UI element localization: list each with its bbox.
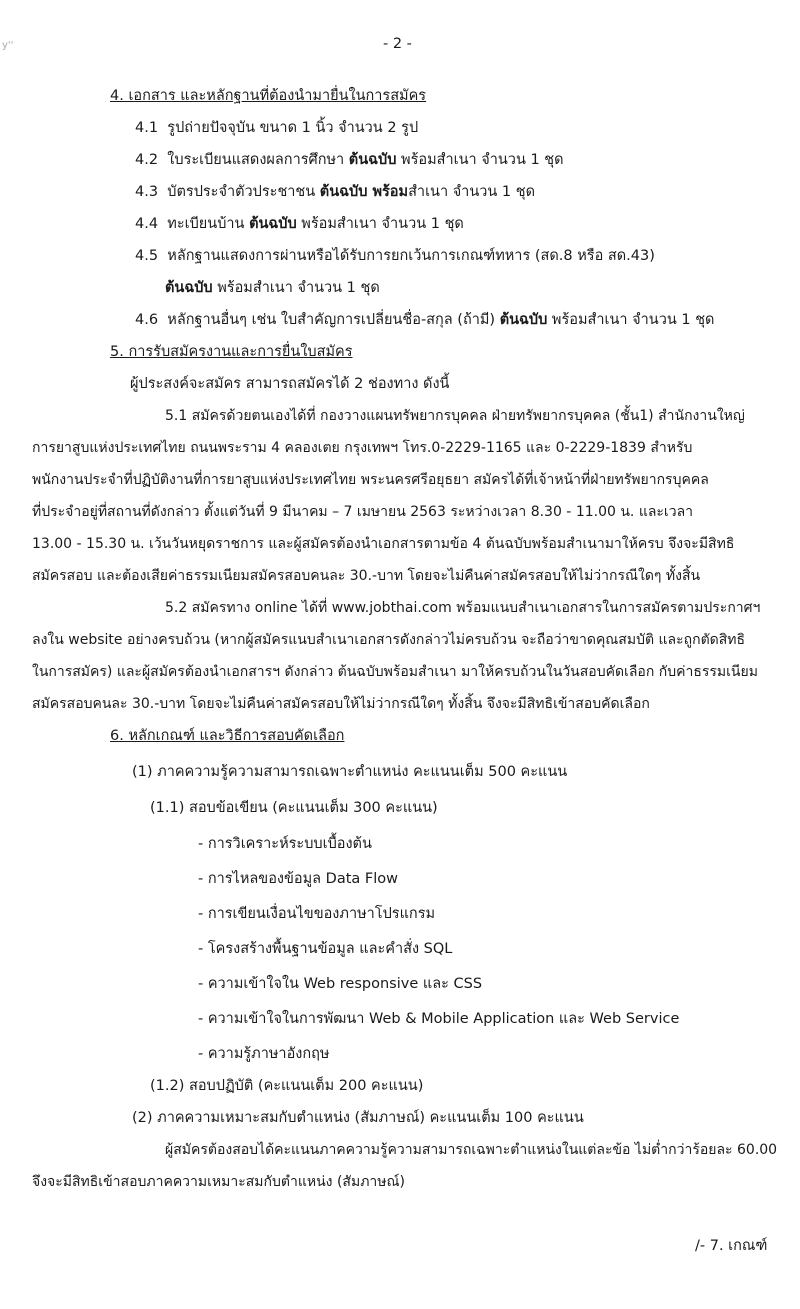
topic-7: - ความรู้ภาษาอังกฤษ — [198, 1046, 330, 1062]
item-number: 4.4 — [135, 216, 159, 232]
item-number: 4.5 — [135, 248, 159, 264]
doc-item-4-1 — [135, 118, 418, 138]
topic-6: - ความเข้าใจในการพัฒนา Web & Mobile Application และ Web Service — [198, 1011, 680, 1027]
p51-line-1: 5.1 สมัครด้วยตนเองได้ที่ กองวางแผนทรัพยากรบุคคล ฝ่ายทรัพยากรบุคคล (ชั้น1) สำนักงานใหญ่ — [165, 408, 745, 424]
item-text: ทะเบียนบ้าน — [167, 216, 250, 232]
p52-line-4: สมัครสอบคนละ 30.-บาท โดยจะไม่คืนค่าสมัครสอบให้ไม่ว่ากรณีใดๆ ทั้งสิ้น จึงจะมีสิทธิเข้าสอบคัดเลือก — [32, 696, 650, 712]
doc-item-4-6 — [135, 310, 714, 330]
section-5-heading: 5. การรับสมัครงานและการยื่นใบสมัคร — [110, 344, 353, 360]
item-number: 4.1 — [135, 120, 159, 136]
doc-item-4-2 — [135, 150, 564, 170]
item-text-post: พร้อมสำเนา จำนวน 1 ชุด — [396, 152, 564, 168]
section-6-heading: 6. หลักเกณฑ์ และวิธีการสอบคัดเลือก — [110, 728, 345, 744]
doc-item-4-5-continued — [165, 278, 380, 298]
item-text: ใบระเบียนแสดงผลการศึกษา — [167, 152, 349, 168]
p51-line-5: 13.00 - 15.30 น. เว้นวันหยุดราชการ และผู้สมัครต้องนำเอกสารตามข้อ 4 ต้นฉบับพร้อมสำเนามาให้ครบ จึงจะมีสิทธิ — [32, 536, 735, 552]
item-number: 4.6 — [135, 312, 159, 328]
item-text-post: พร้อมสำเนา จำนวน 1 ชุด — [547, 312, 715, 328]
p52-line-1: 5.2 สมัครทาง online ได้ที่ www.jobthai.com พร้อมแนบสำเนาเอกสารในการสมัครตามประกาศฯ — [165, 600, 761, 616]
item-text: บัตรประจำตัวประชาชน — [167, 184, 320, 200]
doc-item-4-3 — [135, 182, 535, 202]
item-text-post: พร้อมสำเนา จำนวน 1 ชุด — [296, 216, 464, 232]
item-text: รูปถ่ายปัจจุบัน ขนาด 1 นิ้ว จำนวน 2 รูป — [167, 120, 419, 136]
item-text: หลักฐานอื่นๆ เช่น ใบสำคัญการเปลี่ยนชื่อ-สกุล (ถ้ามี) — [167, 312, 500, 328]
section-4-heading: 4. เอกสาร และหลักฐานที่ต้องนำมายื่นในการสมัคร — [110, 88, 427, 104]
item-bold: ต้นฉบับ พร้อม — [319, 184, 409, 200]
p51-line-2: การยาสูบแห่งประเทศไทย ถนนพระราม 4 คลองเตย กรุงเทพฯ โทร.0-2229-1165 และ 0-2229-1839 สำหรับ — [32, 440, 693, 456]
item-bold: ต้นฉบับ — [165, 280, 213, 296]
p51-line-3: พนักงานประจำที่ปฏิบัติงานที่การยาสูบแห่งประเทศไทย พระนครศรีอยุธยา สมัครได้ที่เจ้าหน้าที่ฝ่ายทรัพยากรบุคคล — [32, 472, 709, 488]
topic-1: - การวิเคราะห์ระบบเบื้องต้น — [198, 836, 372, 852]
criteria-line-1: ผู้สมัครต้องสอบได้คะแนนภาคความรู้ความสามารถเฉพาะตำแหน่งในแต่ละข้อ ไม่ต่ำกว่าร้อยละ 60.00 — [165, 1142, 778, 1158]
topic-3: - การเขียนเงื่อนไขของภาษาโปรแกรม — [198, 906, 436, 922]
p52-line-2: ลงใน website อย่างครบถ้วน (หากผู้สมัครแนบสำเนาเอกสารดังกล่าวไม่ครบถ้วน จะถือว่าขาดคุณสมบัติ และถูกตัดสิทธิ — [32, 632, 746, 648]
item-number: 4.3 — [135, 184, 159, 200]
item-text: พร้อมสำเนา จำนวน 1 ชุด — [212, 280, 380, 296]
scan-mark: y'' — [2, 40, 14, 51]
item-text: หลักฐานแสดงการผ่านหรือได้รับการยกเว้นการเกณฑ์ทหาร (สด.8 หรือ สด.43) — [167, 248, 655, 264]
section-5-intro: ผู้ประสงค์จะสมัคร สามารถสมัครได้ 2 ช่องทาง ดังนี้ — [130, 376, 450, 392]
topic-4: - โครงสร้างพื้นฐานข้อมูล และคำสั่ง SQL — [198, 941, 453, 957]
part-1: (1) ภาคความรู้ความสามารถเฉพาะตำแหน่ง คะแนนเต็ม 500 คะแนน — [132, 764, 568, 780]
topic-5: - ความเข้าใจใน Web responsive และ CSS — [198, 976, 483, 992]
item-bold: ต้นฉบับ — [348, 152, 397, 168]
p52-line-3: ในการสมัคร) และผู้สมัครต้องนำเอกสารฯ ดังกล่าว ต้นฉบับพร้อมสำเนา มาให้ครบถ้วนในวันสอบคัดเลือก กับค่าธรรมเนียม — [32, 664, 758, 680]
doc-item-4-4 — [135, 214, 464, 234]
doc-item-4-5 — [135, 246, 655, 266]
item-text-post: สำเนา จำนวน 1 ชุด — [408, 184, 535, 200]
part-2: (2) ภาคความเหมาะสมกับตำแหน่ง (สัมภาษณ์) คะแนนเต็ม 100 คะแนน — [132, 1110, 584, 1126]
part-1-1: (1.1) สอบข้อเขียน (คะแนนเต็ม 300 คะแนน) — [150, 800, 438, 816]
item-number: 4.2 — [135, 152, 159, 168]
p51-line-6: สมัครสอบ และต้องเสียค่าธรรมเนียมสมัครสอบคนละ 30.-บาท โดยจะไม่คืนค่าสมัครสอบให้ไม่ว่ากรณีใดๆ ทั้งสิ้น — [32, 568, 701, 584]
topic-2: - การไหลของข้อมูล Data Flow — [198, 871, 398, 887]
item-bold: ต้นฉบับ — [499, 312, 548, 328]
item-bold: ต้นฉบับ — [249, 216, 297, 232]
part-1-2: (1.2) สอบปฏิบัติ (คะแนนเต็ม 200 คะแนน) — [150, 1078, 424, 1094]
continuation-note: /- 7. เกณฑ์ — [695, 1238, 768, 1254]
criteria-line-2: จึงจะมีสิทธิเข้าสอบภาคความเหมาะสมกับตำแหน่ง (สัมภาษณ์) — [32, 1174, 405, 1190]
p51-line-4: ที่ประจำอยู่ที่สถานที่ดังกล่าว ตั้งแต่วันที่ 9 มีนาคม – 7 เมษายน 2563 ระหว่างเวลา 8.30 - 11.00 น. และเวลา — [32, 504, 694, 520]
page-number: - 2 - — [383, 36, 412, 52]
